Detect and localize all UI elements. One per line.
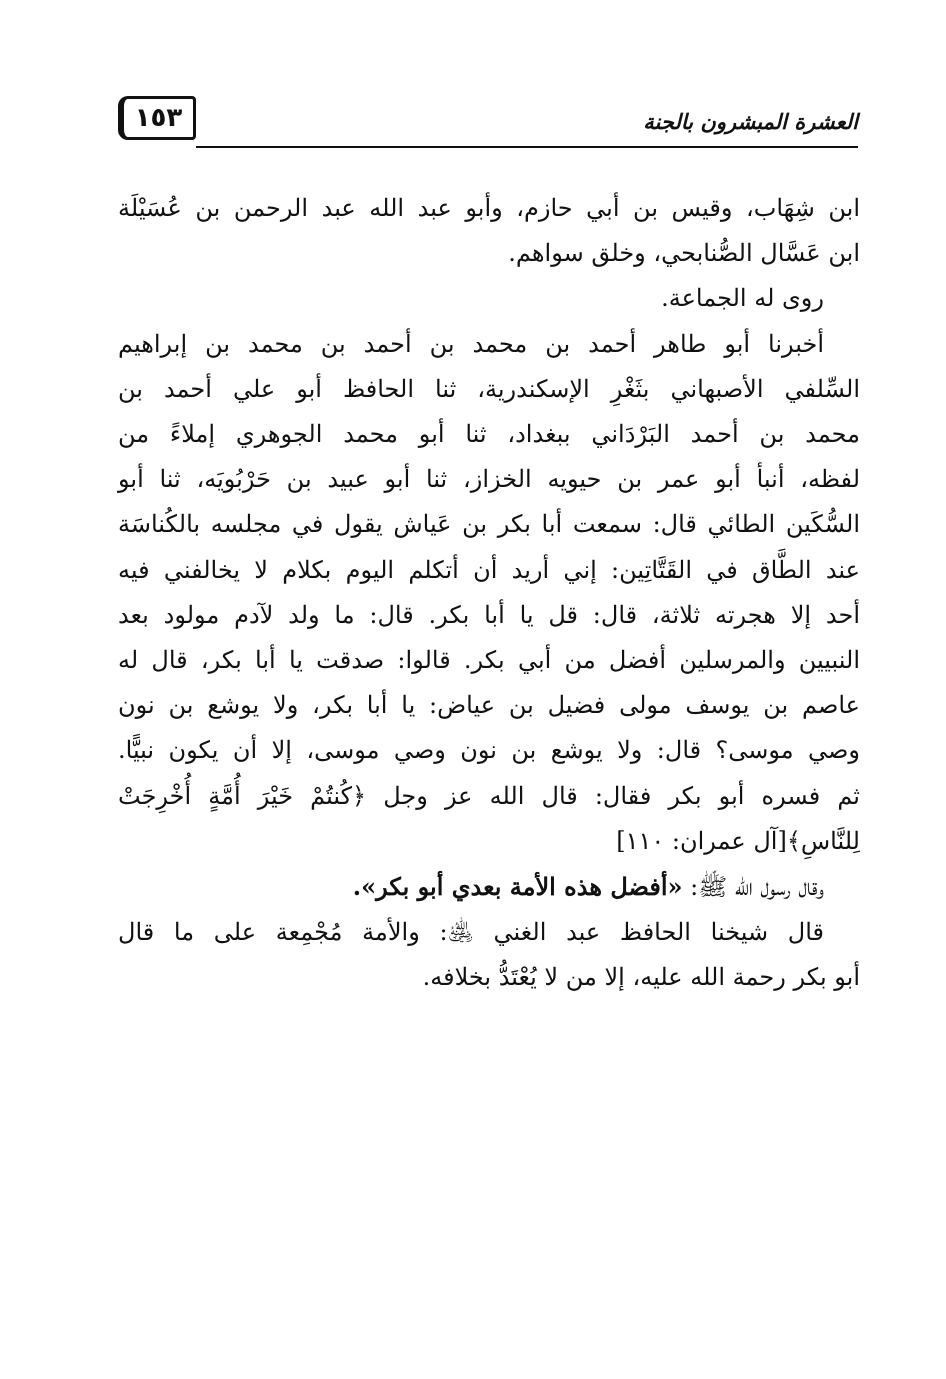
text-line: ثم فسره أبو بكر فقال: قال الله عز وجل ﴿كُنتُمْ خَيْرَ أُمَّةٍ أُخْرِجَتْ	[118, 781, 860, 810]
text-line: أبو بكر رحمة الله عليه، إلا من لا يُعْتَدُّ بخلافه.	[422, 963, 860, 992]
text-line: أخبرنا أبو طاهر أحمد بن محمد بن أحمد بن محمد بن إبراهيم	[118, 329, 824, 358]
text-line: روى له الجماعة.	[661, 284, 824, 313]
hadith-line	[118, 864, 860, 910]
page-header	[118, 96, 858, 156]
text-line: لِلنَّاسِ﴾[آل عمران: ١١٠]	[616, 826, 860, 855]
header-rule	[196, 146, 858, 148]
text-line: قال شيخنا الحافظ عبد الغني ﵁: والأمة مُجْمِعة على ما قال	[118, 918, 824, 947]
text-line: لفظه، أنبأ أبو عمر بن حيويه الخزاز، ثنا أبو عبيد بن حَرْبُويَه، ثنا أبو	[118, 465, 861, 494]
body-text	[118, 186, 860, 1001]
text-line: محمد بن أحمد البَرْدَاني ببغداد، ثنا أبو محمد الجوهري إملاءً من	[118, 420, 860, 449]
text-line: السِّلفي الأصبهاني بثَغْرِ الإسكندرية، ثنا الحافظ أبو علي أحمد بن	[118, 374, 860, 403]
hadith-intro: وقال رسول الله ﷺ:	[682, 873, 824, 902]
hadith-quote: «أفضل هذه الأمة بعدي أبو بكر».	[352, 872, 683, 902]
running-title: العشرة المبشرون بالجنة	[643, 110, 858, 134]
text-line: وصي موسى؟ قال: ولا يوشع بن نون وصي موسى، إلا أن يكون نبيًّا.	[118, 736, 860, 765]
text-line: عاصم بن يوسف مولى فضيل بن عياض: يا أبا بكر، ولا يوشع بن نون	[118, 691, 860, 720]
text-line: النبيين والمرسلين أفضل من أبي بكر. قالوا: صدقت يا أبا بكر، قال له	[118, 646, 860, 675]
text-line: ابن شِهَاب، وقيس بن أبي حازم، وأبو عبد الله عبد الرحمن بن عُسَيْلَة	[118, 194, 860, 222]
text-line: ابن عَسَّال الصُّنابحي، وخلق سواهم.	[508, 239, 860, 268]
text-line: السُّكَين الطائي قال: سمعت أبا بكر بن عَياش يقول في مجلسه بالكُناسَة	[118, 510, 860, 539]
page-number: ١٥٣	[118, 96, 196, 140]
text-line: أحد إلا هجرته ثلاثة، قال: قل يا أبا بكر. قال: ما ولد لآدم مولود بعد	[118, 600, 860, 629]
text-line: عند الطَّاق في القَتَّاتِين: إني أريد أن أتكلم اليوم بكلام لا يخالفني فيه	[118, 555, 860, 584]
